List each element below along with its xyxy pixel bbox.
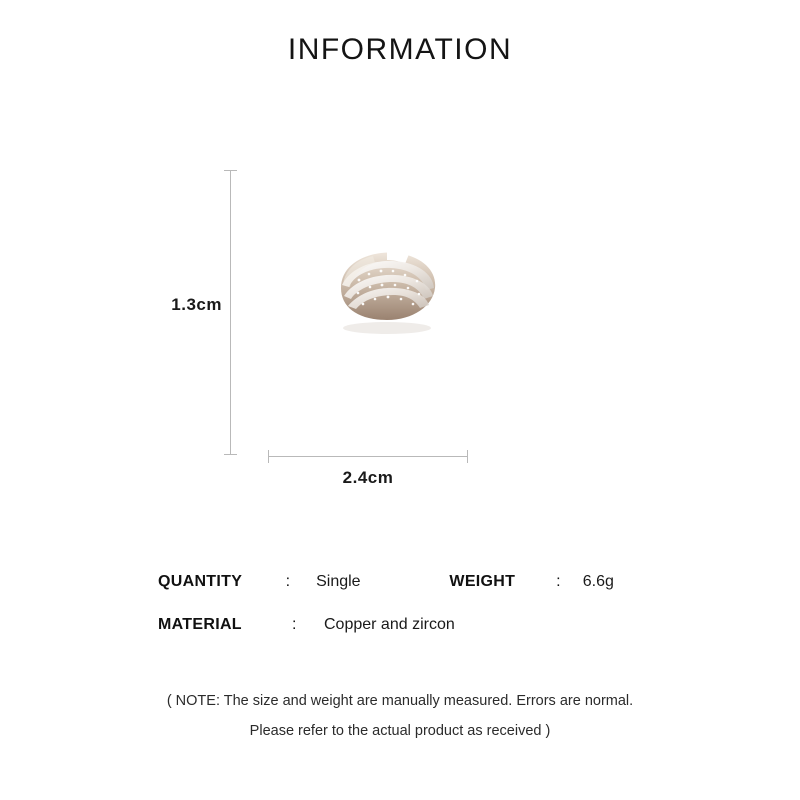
weight-value: 6.6g: [582, 573, 614, 590]
height-ruler-line: [230, 170, 231, 455]
quantity-label: QUANTITY: [158, 573, 243, 590]
height-measurement-label: 1.3cm: [171, 295, 222, 314]
width-ruler-line: [268, 456, 468, 457]
quantity-colon: :: [285, 573, 291, 590]
specification-table: [158, 573, 678, 659]
material-colon: :: [292, 616, 297, 633]
note-line-1: ( NOTE: The size and weight are manually measured. Errors are normal.: [166, 693, 634, 709]
material-value: Copper and zircon: [324, 616, 455, 633]
weight-label: WEIGHT: [449, 573, 516, 590]
material-label: MATERIAL: [158, 616, 242, 633]
product-image: [325, 230, 455, 350]
spec-row-quantity-weight: [158, 573, 678, 616]
quantity-value: Single: [316, 573, 361, 590]
width-measurement-label: 2.4cm: [342, 468, 394, 487]
disclaimer-note: [0, 686, 800, 746]
spec-row-material: [158, 616, 678, 659]
note-line-2: Please refer to the actual product as received ): [249, 723, 551, 739]
weight-colon: :: [556, 573, 561, 590]
ring-illustration: [325, 230, 455, 350]
page-title: INFORMATION: [287, 33, 513, 66]
measurement-diagram: [150, 150, 670, 530]
